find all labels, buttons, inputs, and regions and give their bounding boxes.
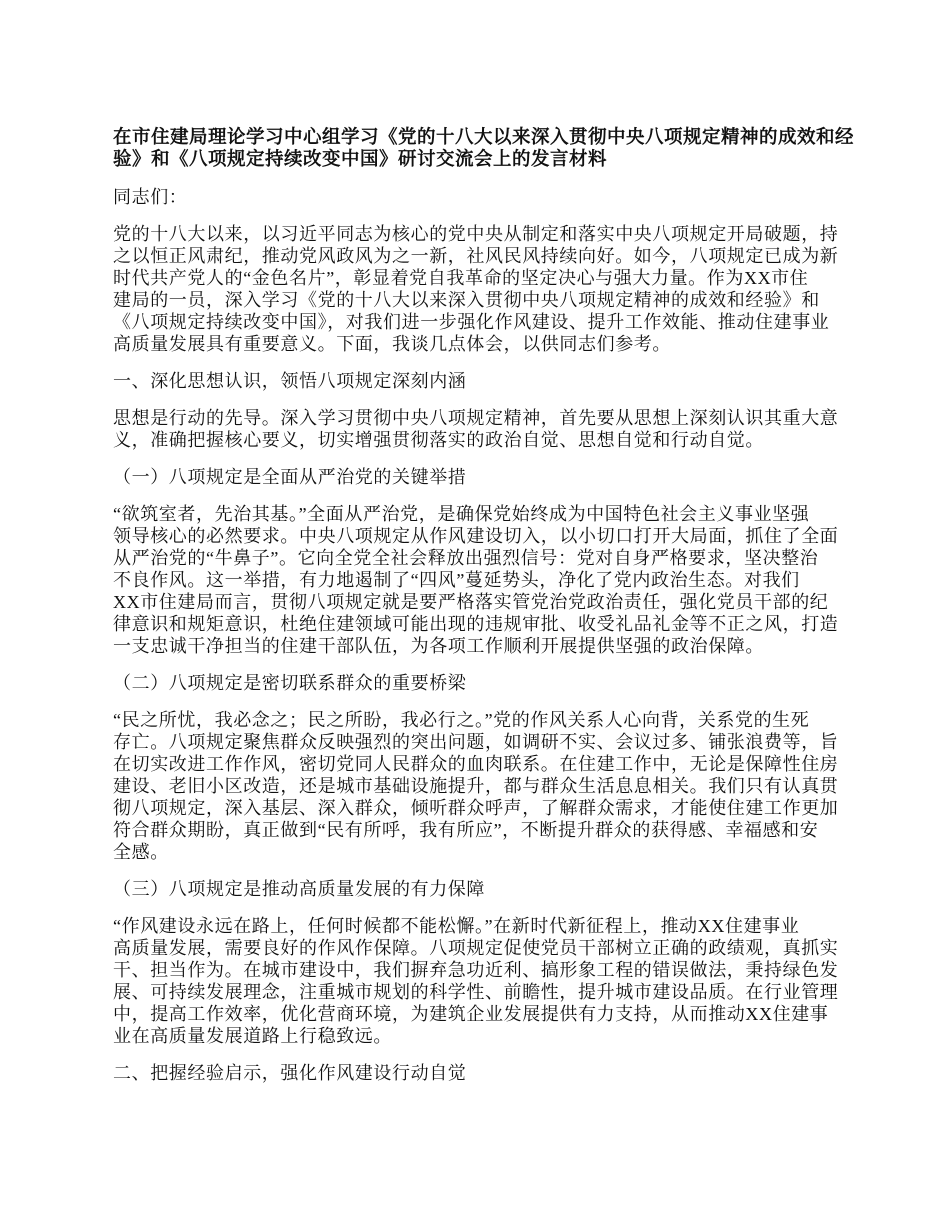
- paragraph: [113, 407, 853, 451]
- paragraph-line: 展、可持续发展理念，注重城市规划的科学性、前瞻性，提升城市建设品质。在行业管理: [113, 982, 839, 1002]
- paragraph-line: “欲筑室者，先治其基。”全面从严治党，是确保党始终成为中国特色社会主义事业坚强: [113, 504, 810, 524]
- paragraph: [113, 709, 853, 863]
- title-line: 在市住建局理论学习中心组学习《党的十八大以来深入贯彻中央八项规定精神的成效和经: [113, 128, 855, 148]
- paragraph-line: 干、担当作为。在城市建设中，我们摒弃急功近利、搞形象工程的错误做法，秉持绿色发: [113, 960, 839, 980]
- subheading: [113, 672, 853, 694]
- greeting-line: 同志们：: [113, 187, 188, 207]
- paragraph: [113, 503, 853, 657]
- subheading-line: （三）八项规定是推动高质量发展的有力保障: [113, 879, 485, 899]
- paragraph-line: 全感。: [113, 842, 169, 862]
- paragraph-line: 在切实改进工作作风，密切党同人民群众的血肉联系。在住建工作中，无论是保障性住房: [113, 754, 839, 774]
- heading-line: 一、深化思想认识，领悟八项规定深刻内涵: [113, 371, 467, 391]
- paragraph: [113, 915, 853, 1047]
- paragraph-line: 中，提高工作效率，优化营商环境，为建筑企业发展提供有力支持，从而推动XX住建事: [113, 1004, 829, 1024]
- paragraph-line: “作风建设永远在路上，任何时候都不能松懈。”在新时代新征程上，推动XX住建事业: [113, 916, 800, 936]
- paragraph-line: 建设、老旧小区改造，还是城市基础设施提升，都与群众生活息息相关。我们只有认真贯: [113, 776, 839, 796]
- paragraph-line: 时代共产党人的“金色名片”，彰显着党自我革命的坚定决心与强大力量。作为XX市住: [113, 268, 809, 288]
- paragraph-line: 符合群众期盼，真正做到“民有所呼，我有所应”，不断提升群众的获得感、幸福感和安: [113, 820, 819, 840]
- greeting: [113, 186, 853, 208]
- paragraph-line: 不良作风。这一举措，有力地遏制了“四风”蔓延势头，净化了党内政治生态。对我们: [113, 570, 800, 590]
- paragraph-line: 义，准确把握核心要义，切实增强贯彻落实的政治自觉、思想自觉和行动自觉。: [113, 430, 764, 450]
- subheading-line: （一）八项规定是全面从严治党的关键举措: [113, 467, 467, 487]
- paragraph-line: 高质量发展具有重要意义。下面，我谈几点体会，以供同志们参考。: [113, 334, 671, 354]
- paragraph-line: 存亡。八项规定聚焦群众反映强烈的突出问题，如调研不实、会议过多、铺张浪费等，旨: [113, 732, 839, 752]
- paragraph-line: 高质量发展，需要良好的作风作保障。八项规定促使党员干部树立正确的政绩观，真抓实: [113, 938, 839, 958]
- paragraph-line: 彻八项规定，深入基层、深入群众，倾听群众呼声，了解群众需求，才能使住建工作更加: [113, 798, 839, 818]
- document-page: [113, 127, 853, 1099]
- heading: [113, 370, 853, 392]
- paragraph-line: 从严治党的“牛鼻子”。它向全党全社会释放出强烈信号：党对自身严格要求，坚决整治: [113, 548, 819, 568]
- paragraph-line: 《八项规定持续改变中国》，对我们进一步强化作风建设、提升工作效能、推动住建事业: [113, 312, 830, 332]
- paragraph-line: 业在高质量发展道路上行稳致远。: [113, 1026, 392, 1046]
- document-title: [113, 127, 853, 171]
- paragraph-line: 建局的一员，深入学习《党的十八大以来深入贯彻中央八项规定精神的成效和经验》和: [113, 290, 820, 310]
- paragraph-line: “民之所忧，我必念之；民之所盼，我必行之。”党的作风关系人心向背，关系党的生死: [113, 710, 810, 730]
- paragraph-line: 领导核心的必然要求。中央八项规定从作风建设切入，以小切口打开大局面，抓住了全面: [113, 526, 839, 546]
- paragraph-line: XX市住建局而言，贯彻八项规定就是要严格落实管党治党政治责任，强化党员干部的纪: [113, 592, 829, 612]
- paragraph: [113, 223, 853, 355]
- document-body: [113, 186, 853, 1084]
- title-line: 验》和《八项规定持续改变中国》研讨交流会上的发言材料: [113, 150, 608, 170]
- paragraph-line: 之以恒正风肃纪，推动党风政风为之一新，社风民风持续向好。如今，八项规定已成为新: [113, 246, 839, 266]
- paragraph-line: 律意识和规矩意识，杜绝住建领域可能出现的违规审批、收受礼品礼金等不正之风，打造: [113, 614, 839, 634]
- paragraph-line: 思想是行动的先导。深入学习贯彻中央八项规定精神，首先要从思想上深刻认识其重大意: [113, 408, 839, 428]
- paragraph-line: 一支忠诚干净担当的住建干部队伍，为各项工作顺利开展提供坚强的政治保障。: [113, 636, 764, 656]
- paragraph-line: 党的十八大以来，以习近平同志为核心的党中央从制定和落实中央八项规定开局破题，持: [113, 224, 839, 244]
- subheading: [113, 466, 853, 488]
- subheading: [113, 878, 853, 900]
- heading-line: 二、把握经验启示，强化作风建设行动自觉: [113, 1063, 467, 1083]
- heading: [113, 1062, 853, 1084]
- subheading-line: （二）八项规定是密切联系群众的重要桥梁: [113, 673, 467, 693]
